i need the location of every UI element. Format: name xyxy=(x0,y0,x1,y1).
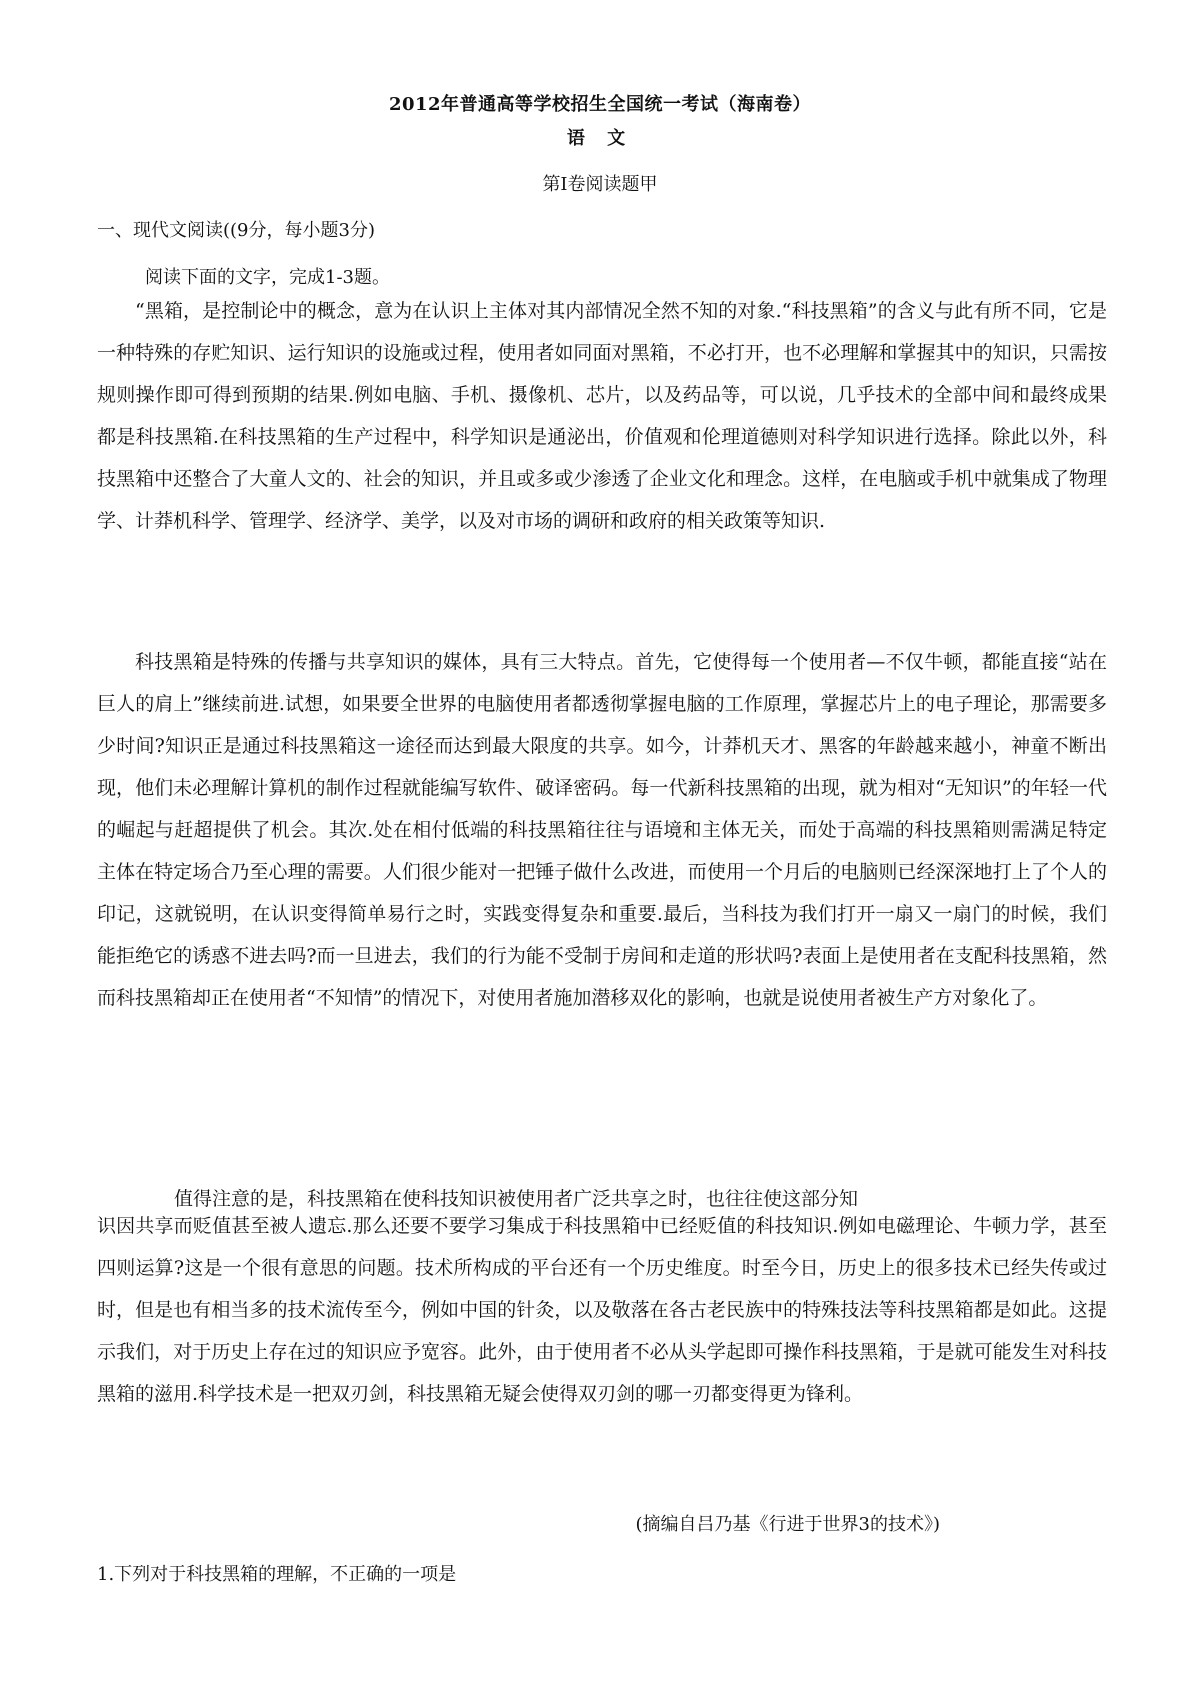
article-paragraph-1: “黑箱，是控制论中的概念，意为在认识上主体对其内部情况全然不知的对象.“科技黑箱”的含义与此有所不同，它是一种特殊的存贮知识、运行知识的设施或过程，使用者如同面对黑箱，不必打开，也不必理解和掌握其中的知识，只需按规则操作即可得到预期的结果.例如电脑、手机、摄像机、芯片，以及药品等，可以说，几乎技术的全部中间和最终成果都是科技黑箱.在科技黑箱的生产过程中，科学知识是通泌出，价值观和伦理道德则对科学知识进行选择。除此以外，科技黑箱中还整合了大童人文的、社会的知识，并且或多或少渗透了企业文化和理念。这样，在电脑或手机中就集成了物理学、计莽机科学、管理学、经济学、美学，以及对市场的调研和政府的相关政策等知识. xyxy=(97,300,1107,532)
section-heading: 一、现代文阅读((9分，每小题3分) xyxy=(97,220,375,241)
subject-title: 语 文 xyxy=(566,128,634,149)
article-source: (摘编自吕乃基《行进于世界3的技术》) xyxy=(635,1514,940,1535)
reading-instruction: 阅读下面的文字，完成1-3题。 xyxy=(145,267,390,288)
article-paragraph-3-first-line: 值得注意的是，科技黑箱在使科技知识被使用者广泛共享之时，也往往使这部分知 xyxy=(174,1188,859,1210)
part-title: 第Ⅰ卷阅读题甲 xyxy=(542,174,658,195)
question-1: 1.下列对于科技黑箱的理解，不正确的一项是 xyxy=(97,1564,457,1585)
article-paragraph-2: 科技黑箱是特殊的传播与共享知识的媒体，具有三大特点。首先，它使得每一个使用者—不仅牛顿，都能直接“站在巨人的肩上”继续前进.试想，如果要全世界的电脑使用者都透彻掌握电脑的工作原理，掌握芯片上的电子理论，那需要多少时间?知识正是通过科技黑箱这一途径而达到最大限度的共享。如今，计莽机天才、黑客的年龄越来越小，神童不断出现，他们未必理解计算机的制作过程就能编写软件、破译密码。每一代新科技黑箱的出现，就为相对“无知识”的年轻一代的崛起与赶超提供了机会。其次.处在相付低端的科技黑箱往往与语境和主体无关，而处于高端的科技黑箱则需满足特定主体在特定场合乃至心理的需要。人们很少能对一把锤子做什么改进，而使用一个月后的电脑则已经深深地打上了个人的印记，这就锐明，在认识变得简单易行之时，实践变得复杂和重要.最后，当科技为我们打开一扇又一扇门的时候，我们能拒绝它的诱惑不进去吗?而一旦进去，我们的行为能不受制于房间和走道的形状吗?表面上是使用者在支配科技黑箱，然而科技黑箱却正在使用者“不知情”的情况下，对使用者施加潜移双化的影响，也就是说使用者被生产方对象化了。 xyxy=(97,651,1107,1009)
exam-title: 2012年普通高等学校招生全国统一考试（海南卷） xyxy=(388,94,812,115)
article-paragraph-3: 识因共享而贬值甚至被人遗忘.那么还要不要学习集成于科技黑箱中已经贬值的科技知识.例如电磁理论、牛顿力学，甚至四则运算?这是一个很有意思的问题。技术所构成的平台还有一个历史维度。时至今日，历史上的很多技术已经失传或过时，但是也有相当多的技术流传至今，例如中国的针灸，以及敬落在各古老民族中的特殊技法等科技黑箱都是如此。这提示我们，对于历史上存在过的知识应予宽容。此外，由于使用者不必从头学起即可操作科技黑箱，于是就可能发生对科技黑箱的滋用.科学技术是一把双刃剑，科技黑箱无疑会使得双刃剑的哪一刃都变得更为锋利。 xyxy=(97,1215,1107,1405)
